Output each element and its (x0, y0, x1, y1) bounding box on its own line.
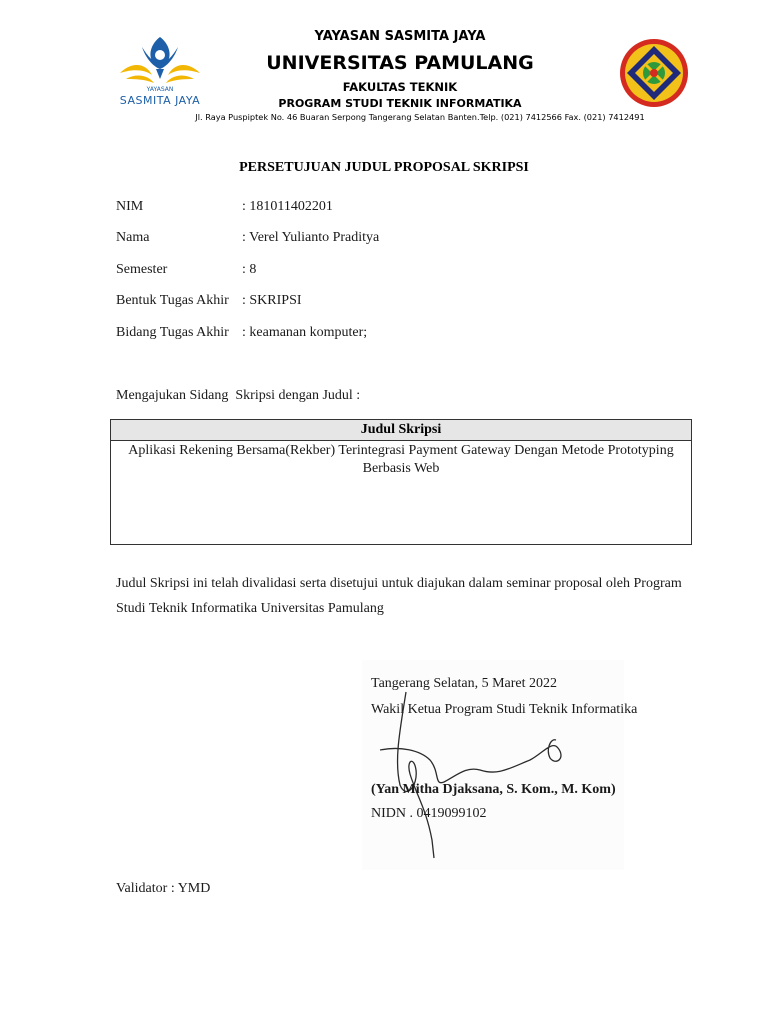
signature-name: (Yan Mitha Djaksana, S. Kom., M. Kom) (371, 782, 616, 797)
field-label-nama: Nama (116, 230, 150, 245)
signature-nidn: NIDN . 0419099102 (371, 806, 487, 821)
signature-position: Wakil Ketua Program Studi Teknik Informatika (371, 702, 638, 717)
left-logo-name: SASMITA JAYA (119, 94, 201, 107)
thesis-title-line2: Berbasis Web (362, 461, 440, 476)
validator: Validator : YMD (116, 881, 211, 896)
unpam-seal-icon (619, 38, 689, 108)
program-name: PROGRAM STUDI TEKNIK INFORMATIKA (278, 97, 522, 110)
intro-text: Mengajukan Sidang Skripsi dengan Judul : (116, 388, 361, 403)
thesis-title-line1: Aplikasi Rekening Bersama(Rekber) Terintegrasi Payment Gateway Dengan Metode Prototyping (128, 443, 674, 458)
unpam-seal (619, 38, 689, 108)
field-value-nama: : Verel Yulianto Praditya (242, 230, 380, 245)
field-value-bidang: : keamanan komputer; (242, 325, 368, 340)
field-label-semester: Semester (116, 262, 168, 277)
signature-place-date: Tangerang Selatan, 5 Maret 2022 (371, 676, 558, 691)
document-title: PERSETUJUAN JUDUL PROPOSAL SKRIPSI (239, 160, 529, 175)
left-logo-small-text: YAYASAN (146, 86, 174, 93)
approval-line2: Studi Teknik Informatika Universitas Pamulang (116, 601, 384, 616)
signature-scribble-icon (370, 690, 580, 860)
field-value-nim: : 181011402201 (242, 199, 333, 214)
address: Jl. Raya Puspiptek No. 46 Buaran Serpong Tangerang Selatan Banten.Telp. (021) 7412566 Fax. (021) 7412491 (195, 112, 645, 122)
faculty-name: FAKULTAS TEKNIK (342, 80, 458, 94)
handwritten-signature (370, 690, 580, 860)
foundation-name: YAYASAN SASMITA JAYA (314, 29, 486, 44)
thesis-title (111, 441, 691, 479)
field-label-nim: NIM (116, 199, 144, 214)
field-label-bentuk: Bentuk Tugas Akhir (116, 293, 229, 308)
thesis-box-header: Judul Skripsi (111, 420, 691, 441)
thesis-title-box (110, 419, 692, 545)
field-label-bidang: Bidang Tugas Akhir (116, 325, 229, 340)
field-value-semester: : 8 (242, 262, 257, 277)
university-name: UNIVERSITAS PAMULANG (266, 52, 534, 74)
approval-line1: Judul Skripsi ini telah divalidasi serta disetujui untuk diajukan dalam seminar proposal oleh Program (116, 576, 682, 591)
field-value-bentuk: : SKRIPSI (242, 293, 302, 308)
